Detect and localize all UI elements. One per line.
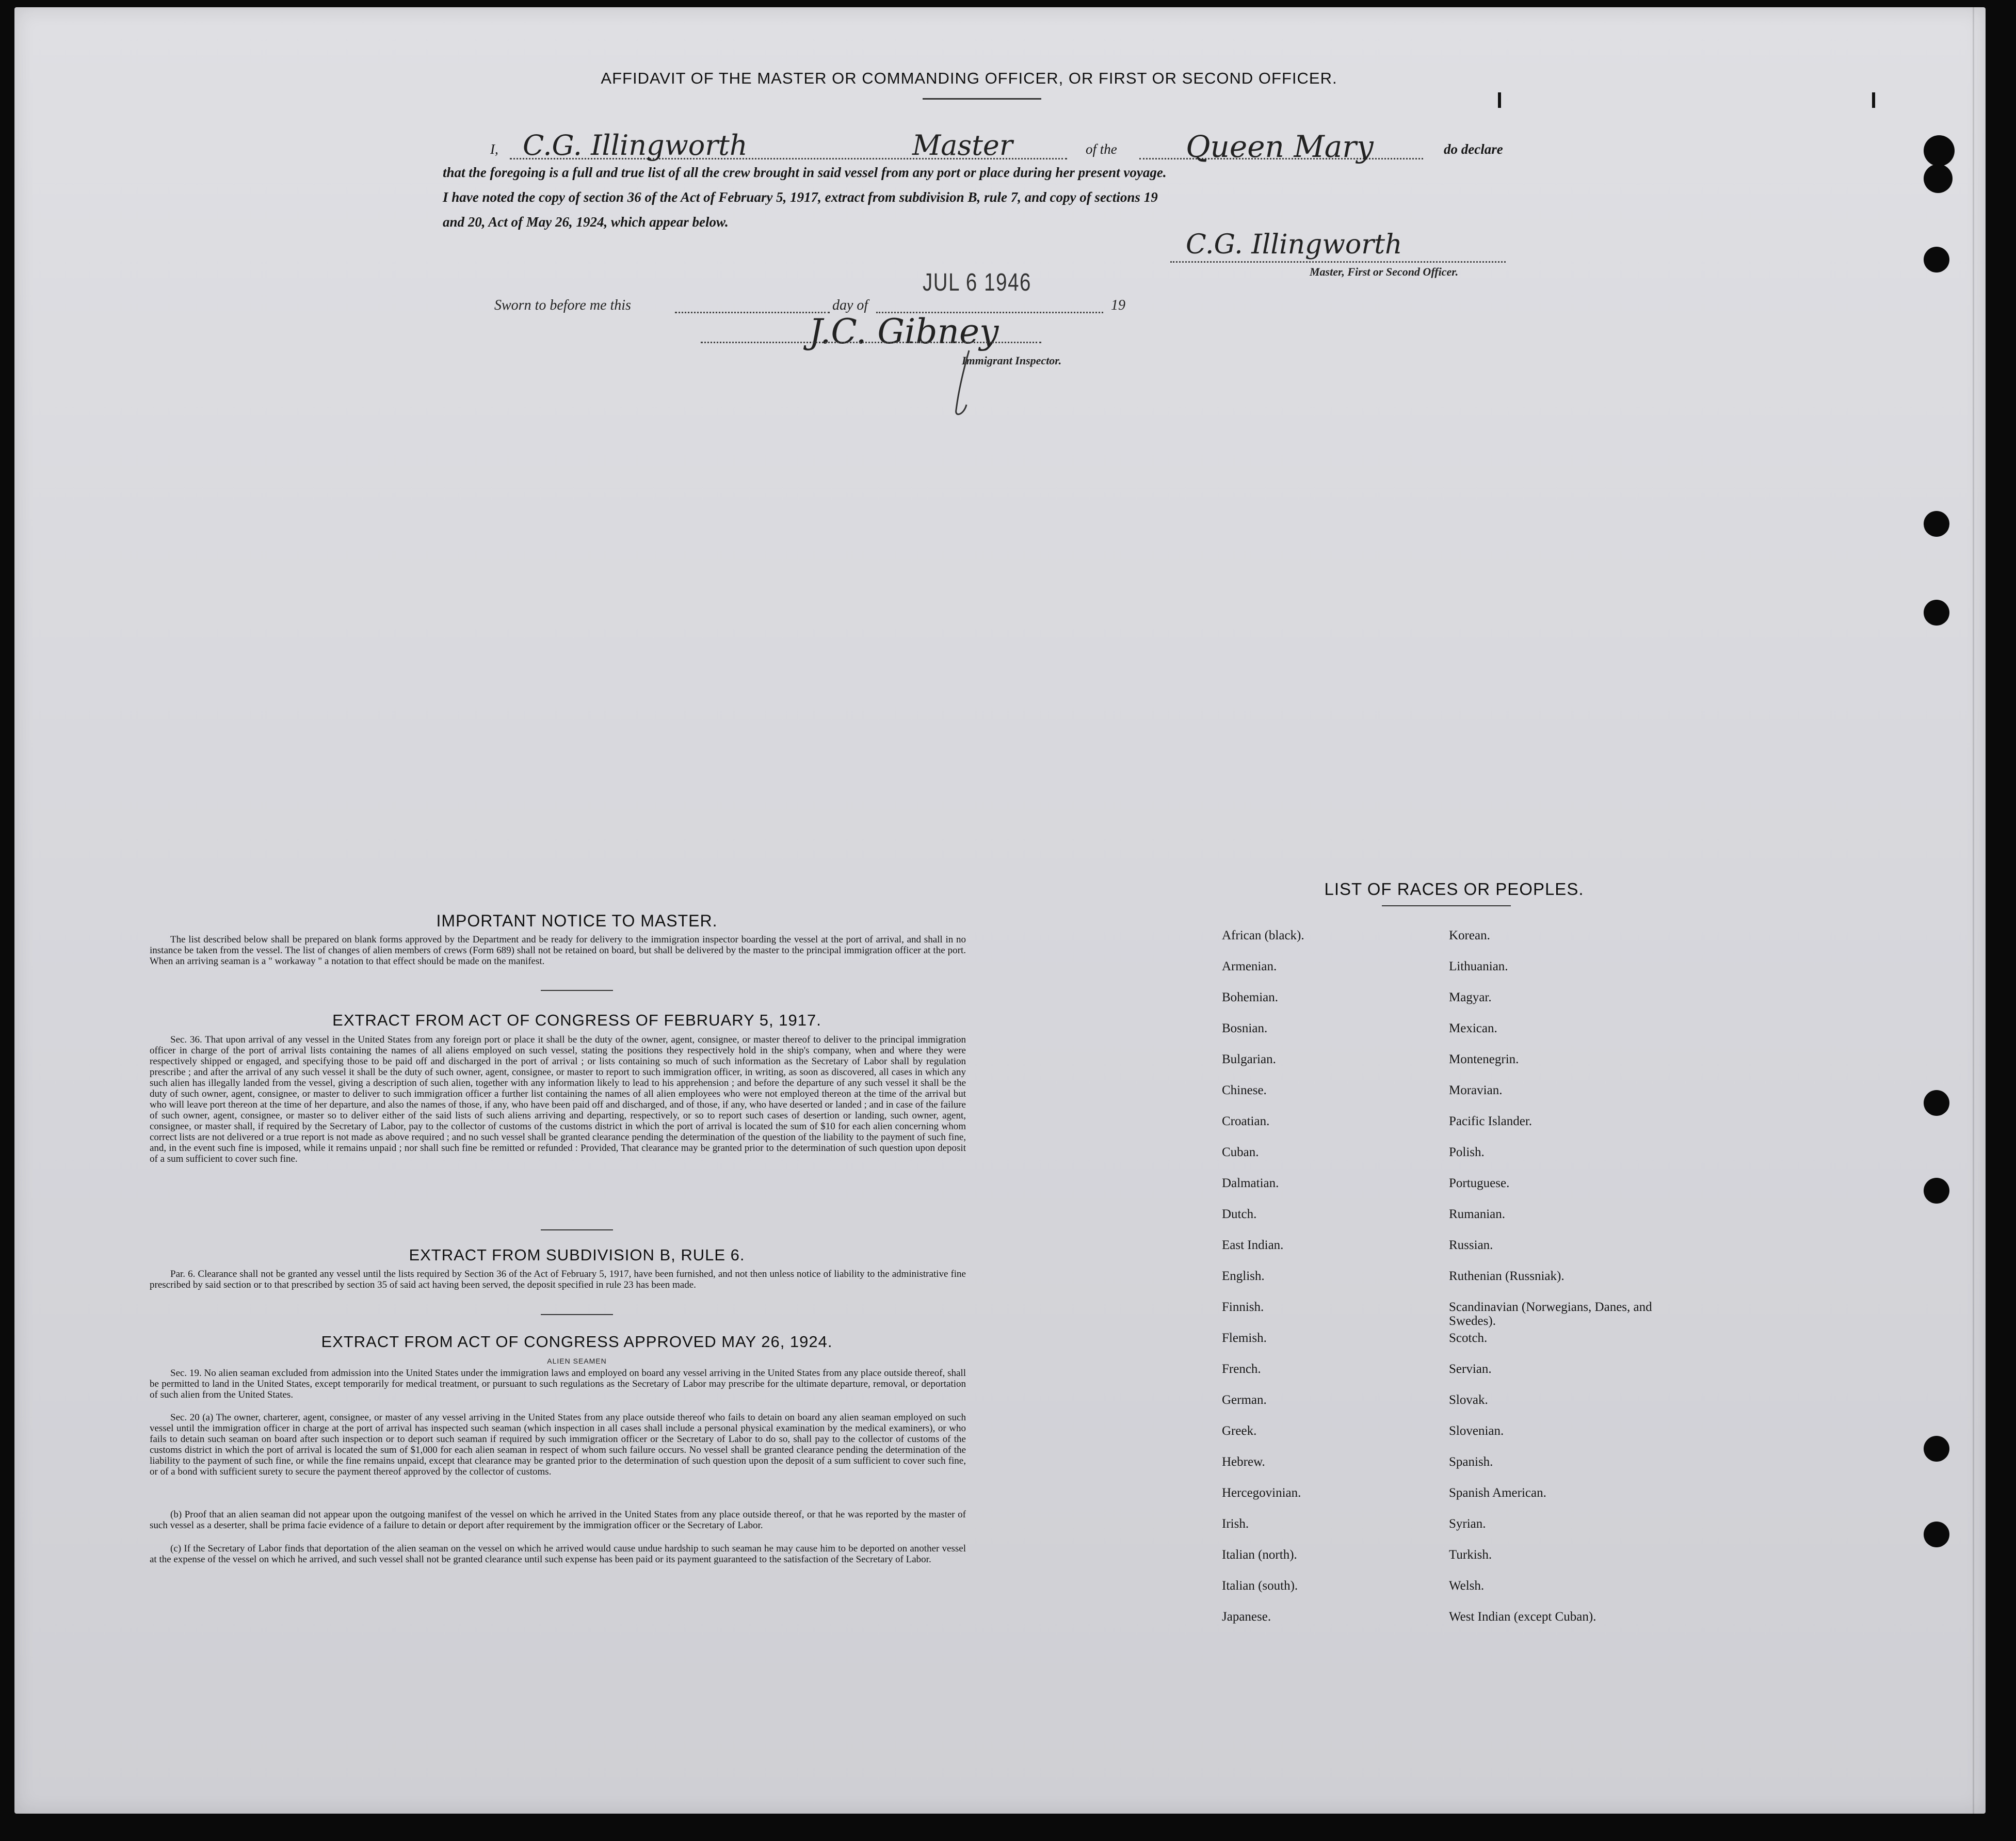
races-left-row [1222,1362,1304,1393]
races-right-row [1449,1083,1681,1114]
race-entry: Bosnian. [1222,1021,1268,1035]
races-right-row [1449,1455,1681,1486]
race-entry: Mexican. [1449,1021,1497,1035]
races-left-row [1222,1455,1304,1486]
races-right-row [1449,1269,1681,1300]
document-page [14,7,1986,1814]
race-entry: Servian. [1449,1362,1492,1376]
master-signature: C.G. Illingworth [1186,229,1402,260]
race-entry: French. [1222,1362,1261,1376]
races-left-row [1222,928,1304,959]
extract-1917-divider [541,1229,613,1230]
race-entry: Turkish. [1449,1548,1492,1562]
race-entry: Rumanian. [1449,1207,1506,1221]
signature-line [1170,261,1506,263]
date-stamp: JUL 6 1946 [923,269,1031,296]
affidavit-line-3: I have noted the copy of section 36 of the Act of February 5, 1917, extract from subdivision B, rule 7, and copy of sections 19 [443,189,1158,205]
races-left-row [1222,1207,1304,1238]
races-right-row [1449,928,1681,959]
races-left-row [1222,1176,1304,1207]
race-entry: Korean. [1449,928,1490,942]
races-right-body [1449,928,1681,1641]
races-left-row [1222,1269,1304,1300]
race-entry: Spanish. [1449,1455,1493,1469]
races-right-row [1449,1362,1681,1393]
binding-hole [1924,164,1953,193]
races-right-row [1449,990,1681,1021]
day-of-label: day of [832,297,868,313]
notice-text: The list described below shall be prepared on blank forms approved by the Department and be ready for delivery to the immigration inspector boarding the vessel at the port of arrival, and shall in no instance be taken from the vessel. The list of changes of alien members of crews (Form 689) shall not be retained on board, but shall be delivered by the master to the principal immigration officer at the port. When an arriving seaman is a " workaway " a notation to that effect should be made on the manifest. [150,934,966,967]
notice-title: IMPORTANT NOTICE TO MASTER. [436,911,718,930]
race-entry: African (black). [1222,928,1304,942]
race-entry: Hercegovinian. [1222,1486,1301,1500]
extract-1924-title: EXTRACT FROM ACT OF CONGRESS APPROVED MAY 26, 1924. [321,1333,833,1351]
races-right-row [1449,1424,1681,1455]
races-right-row [1449,1331,1681,1362]
binding-hole [1924,1178,1949,1204]
extract-1924-sec19: Sec. 19. No alien seaman excluded from admission into the United States under the immigration laws and employed on board any vessel arriving in the United States from any place outside thereof, shall be permitted to land in the United States, except temporarily for medical treatment, or pursuant to such regulations as the Secretary of Labor may prescribe for the ultimate departure, removal, or deportation of such alien from the United States. [150,1368,966,1400]
races-left-row [1222,1486,1304,1517]
race-entry: Chinese. [1222,1083,1267,1097]
do-declare-label: do declare [1444,141,1503,157]
races-right-row [1449,1579,1681,1610]
races-title: LIST OF RACES OR PEOPLES. [1324,879,1584,899]
races-right-row [1449,959,1681,990]
inspector-signature: J.C. Gibney [809,312,999,351]
race-entry: Spanish American. [1449,1486,1546,1500]
extract-1924-sec20c: (c) If the Secretary of Labor finds that deportation of the alien seaman on the vessel on which he arrived would cause undue hardship to such seaman he may cause him to be deported on another vessel at the expense of the vessel on which he arrived, and such vessel shall not be granted clearance until such expense has been paid or its payment guaranteed to the satisfaction of the Secretary of Labor. [150,1543,966,1565]
race-entry: Armenian. [1222,959,1277,973]
race-entry: Slovenian. [1449,1424,1504,1438]
inspector-line [701,342,1041,343]
races-left-table [1222,928,1304,1641]
race-entry: Japanese. [1222,1610,1271,1624]
race-entry: Italian (north). [1222,1548,1297,1562]
race-entry: Welsh. [1449,1579,1485,1593]
races-left-row [1222,1145,1304,1176]
name-handwritten: C.G. Illingworth [523,129,748,162]
race-entry: Syrian. [1449,1517,1486,1531]
race-entry: Irish. [1222,1517,1249,1531]
extract-1917-title: EXTRACT FROM ACT OF CONGRESS OF FEBRUARY 5, 1917. [332,1011,821,1029]
extract-1924-sec20a: Sec. 20 (a) The owner, charterer, agent, consignee, or master of any vessel arriving in the United States from any place outside thereof who fails to detain on board any alien seaman employed on such vessel until the immigration officer in charge at the port of arrival has inspected such seaman (which inspection in all cases shall include a personal physical examination by the medical examiners), or who fails to detain such seaman on board after such inspection or to deport such seaman if required by such immigration officer or the Secretary of Labor to do so, shall pay to the collector of customs of the customs district in which the port of arrival is located the sum of $1,000 for each alien seaman in respect of whom such failure occurs. No vessel shall be granted clearance pending the determination of the liability to the payment of such fine, or while the fine remains unpaid, except that clearance may be granted prior to the determination of such question upon the deposit of a sum sufficient to cover such fine, or of a bond with sufficient surety to secure the payment thereof approved by the collector of customs. [150,1412,966,1477]
races-left-row [1222,1052,1304,1083]
extract-1924-sec20b: (b) Proof that an alien seaman did not appear upon the outgoing manifest of the vessel on which he arrived in the United States from any place outside thereof, or that he was reported by the master of such vessel as a deserter, shall be prima facie evidence of a failure to detain or deport after requirement by the immigration officer or the Secretary of Labor. [150,1509,966,1531]
races-right-row [1449,1300,1681,1331]
races-left-row [1222,1083,1304,1114]
race-entry: Finnish. [1222,1300,1264,1314]
affidavit-line-2: that the foregoing is a full and true list of all the crew brought in said vessel from any port or place during her present voyage. [443,165,1167,180]
races-divider [1382,905,1511,906]
races-right-row [1449,1610,1681,1641]
subdivision-text: Par. 6. Clearance shall not be granted any vessel until the lists required by Section 36 of the Act of February 5, 1917, have been furnished, and not then unless notice of liability to the administrative fine prescribed by said section or to that prescribed by section 35 of said act having been served, the deposit specified in rule 23 has been made. [150,1269,966,1290]
races-left-row [1222,1021,1304,1052]
binding-hole [1924,135,1955,166]
sworn-day-blank [675,312,830,313]
race-entry: German. [1222,1393,1267,1407]
of-the-label: of the [1086,141,1117,157]
races-right-row [1449,1176,1681,1207]
race-entry: Dutch. [1222,1207,1257,1221]
race-entry: West Indian (except Cuban). [1449,1610,1596,1624]
race-entry: Hebrew. [1222,1455,1265,1469]
race-entry: Magyar. [1449,990,1492,1004]
race-entry: Croatian. [1222,1114,1270,1128]
races-right-row [1449,1207,1681,1238]
races-left-row [1222,959,1304,990]
race-entry: Dalmatian. [1222,1176,1279,1190]
binding-hole [1924,247,1949,273]
races-left-row [1222,1393,1304,1424]
races-left-row [1222,1300,1304,1331]
race-entry: Flemish. [1222,1331,1267,1345]
tick-mark [1498,92,1501,108]
binding-hole [1924,1522,1949,1547]
races-left-body [1222,928,1304,1641]
race-entry: Cuban. [1222,1145,1259,1159]
races-right-row [1449,1517,1681,1548]
notice-divider [541,990,613,991]
binding-hole [1924,1436,1949,1462]
races-left-row [1222,1114,1304,1145]
races-right-column [1449,928,1681,1641]
extract-1917-text: Sec. 36. That upon arrival of any vessel in the United States from any foreign port or place it shall be the duty of the owner, agent, consignee, or master thereof to deliver to the principal immigration officer in charge of the port of arrival lists containing the names of all aliens employed on such vessel, stating the positions they respectively hold in the ship's company, when and where they were respectively shipped or engaged, and specifying those to be paid off and discharged in the port of arrival ; or lists containing so much of such information as the Secretary of Labor shall by regulation prescribe ; and after the arrival of any such vessel it shall be the duty of such owner, agent, consignee, or master to report to such immigration officer, in writing, as soon as discovered, all cases in which any such alien has illegally landed from the vessel, giving a description of such alien, together with any information likely to lead to his apprehension ; and before the departure of any such vessel it shall be the duty of such owner, agent, consignee, or master to deliver to such immigration officer a further list containing the names of all alien employees who were not employed thereon at the time of the arrival but who will leave port thereon at the time of her departure, and also the names of those, if any, who have been paid off and discharged, and of those, if any, who have deserted or landed ; and in case of the failure of such owner, agent, consignee, or master so to deliver either of the said lists of such aliens arriving and departing, respectively, or so to report such cases of desertion or landing, such owner, agent, consignee, or master shall, if required by the Secretary of Labor, pay to the collector of customs of the customs district in which the port of arrival is located the sum of $10 for each alien concerning whom correct lists are not delivered or a true report is not made as above required ; and no such vessel shall be granted clearance pending the determination of the question of the liability to the payment of such fine, and, in the event such fine is imposed, while it remains unpaid ; nor shall such fine be remitted or refunded : Provided, That clearance may be granted prior to the determination of such question upon deposit of a sum sufficient to cover such fine. [150,1034,966,1164]
affidavit-title: AFFIDAVIT OF THE MASTER OR COMMANDING OFFICER, OR FIRST OR SECOND OFFICER. [601,69,1337,87]
sworn-label: Sworn to before me this [494,297,631,313]
race-entry: Polish. [1449,1145,1485,1159]
races-right-row [1449,1052,1681,1083]
races-right-row [1449,1486,1681,1517]
extract-1924-subtitle: ALIEN SEAMEN [547,1357,607,1365]
race-entry: Montenegrin. [1449,1052,1519,1066]
vessel-handwritten: Queen Mary [1186,129,1374,164]
signature-label: Master, First or Second Officer. [1310,265,1459,278]
race-entry: Italian (south). [1222,1579,1298,1593]
race-entry: Greek. [1222,1424,1257,1438]
races-right-row [1449,1548,1681,1579]
signature-flourish [948,348,979,420]
rank-handwritten: Master [912,129,1013,162]
races-right-row [1449,1238,1681,1269]
races-left-row [1222,1610,1304,1641]
subdivision-divider [541,1314,613,1315]
page-crease [1973,7,1974,1814]
race-entry: Scotch. [1449,1331,1488,1345]
races-left-row [1222,1579,1304,1610]
affidavit-line-4: and 20, Act of May 26, 1924, which appear below. [443,214,729,230]
year-prefix: 19 [1111,297,1125,313]
races-right-row [1449,1145,1681,1176]
races-right-row [1449,1114,1681,1145]
affidavit-i-prefix: I, [490,141,498,157]
race-entry: Bulgarian. [1222,1052,1276,1066]
races-left-row [1222,1548,1304,1579]
race-entry: Ruthenian (Russniak). [1449,1269,1565,1283]
races-left-row [1222,1238,1304,1269]
binding-hole [1924,511,1949,537]
races-left-row [1222,990,1304,1021]
race-entry: English. [1222,1269,1265,1283]
races-left-row [1222,1517,1304,1548]
races-left-row [1222,1331,1304,1362]
races-left-row [1222,1424,1304,1455]
race-entry: Bohemian. [1222,990,1279,1004]
race-entry: Slovak. [1449,1393,1488,1407]
race-entry: East Indian. [1222,1238,1284,1252]
subdivision-title: EXTRACT FROM SUBDIVISION B, RULE 6. [409,1246,745,1264]
title-underline [923,98,1041,100]
races-right-row [1449,1393,1681,1424]
race-entry: Pacific Islander. [1449,1114,1533,1128]
race-entry: Portuguese. [1449,1176,1510,1190]
binding-hole [1924,600,1949,626]
races-right-row [1449,1021,1681,1052]
inspector-label: Immigrant Inspector. [962,354,1062,367]
races-right-table [1449,928,1681,1641]
race-entry: Scandinavian (Norwegians, Danes, and Swedes). [1449,1300,1652,1328]
race-entry: Russian. [1449,1238,1493,1252]
tick-mark [1872,92,1875,108]
binding-hole [1924,1090,1949,1116]
races-left-column [1222,928,1439,1641]
race-entry: Lithuanian. [1449,959,1508,973]
race-entry: Moravian. [1449,1083,1503,1097]
